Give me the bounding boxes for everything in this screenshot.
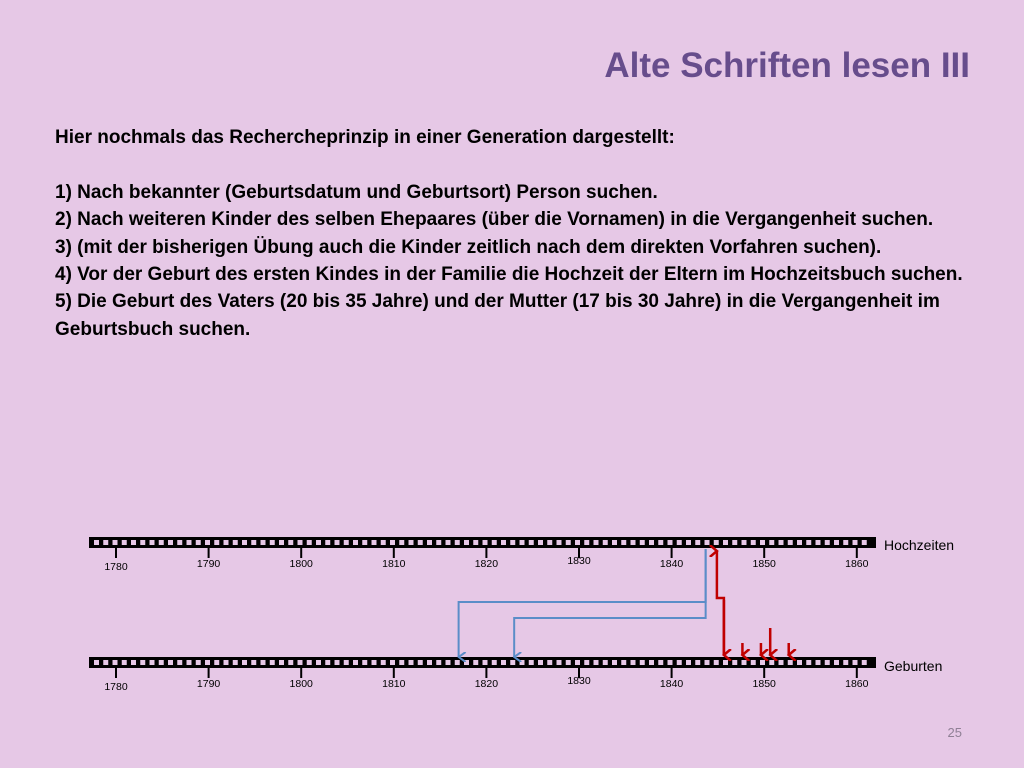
film-strip-hole [843,660,848,665]
film-strip-hole [224,660,229,665]
film-strip-hole [446,660,451,665]
film-strip-hole [455,660,460,665]
film-strip-hole [390,660,395,665]
film-strip-hole [288,540,293,545]
film-strip-hole [279,540,284,545]
film-strip-hole [705,660,710,665]
film-strip-hole [575,540,580,545]
film-strip-hole [594,540,599,545]
film-strip-hole [853,540,858,545]
film-strip-hole [279,660,284,665]
film-strip-hole [723,660,728,665]
film-strip-hole [103,660,108,665]
film-strip-hole [372,540,377,545]
film-strip-hole [177,540,182,545]
film-strip-hole [233,540,238,545]
film-strip-hole [529,540,534,545]
film-strip-hole [251,540,256,545]
timeline-hochzeiten [89,537,876,573]
film-strip-hole [455,540,460,545]
film-strip-hole [261,540,266,545]
film-strip-hole [205,540,210,545]
film-strip-hole [732,540,737,545]
year-label: 1830 [567,555,591,567]
film-strip-hole [760,540,765,545]
film-strip-hole [483,660,488,665]
film-strip-hole [788,540,793,545]
year-label: 1800 [289,678,313,690]
film-strip-hole [214,540,219,545]
film-strip-hole [631,540,636,545]
timeline-geburten [89,657,876,693]
film-strip-hole [122,660,127,665]
film-strip-hole [658,540,663,545]
film-strip-hole [159,540,164,545]
film-strip-hole [520,660,525,665]
film-strip-hole [113,660,118,665]
film-strip-hole [668,540,673,545]
film-strip-hole [788,660,793,665]
film-strip-hole [473,540,478,545]
film-strip-hole [732,660,737,665]
film-strip-hole [399,660,404,665]
film-strip-hole [436,660,441,665]
film-strip-hole [751,540,756,545]
film-strip-hole [464,660,469,665]
film-strip-hole [473,660,478,665]
film-strip-hole [594,660,599,665]
film-strip-hole [205,660,210,665]
film-strip-hole [603,660,608,665]
film-strip-hole [825,660,830,665]
year-label: 1800 [289,558,313,570]
film-strip-hole [695,660,700,665]
timeline-label-geburten: Geburten [884,658,943,674]
film-strip-hole [658,660,663,665]
film-strip-hole [113,540,118,545]
film-strip-hole [94,660,99,665]
film-strip-hole [307,540,312,545]
film-strip-hole [492,660,497,665]
film-strip-hole [566,660,571,665]
film-strip-hole [742,660,747,665]
film-strip-hole [760,660,765,665]
film-strip-hole [150,660,155,665]
film-strip-hole [834,540,839,545]
year-label: 1810 [382,558,406,570]
film-strip-hole [261,660,266,665]
film-strip-hole [520,540,525,545]
film-strip-hole [862,540,867,545]
film-strip-hole [538,540,543,545]
film-strip-hole [566,540,571,545]
film-strip-hole [686,660,691,665]
film-strip-hole [853,660,858,665]
year-label: 1850 [752,558,776,570]
film-strip-hole [381,540,386,545]
film-strip-hole [862,660,867,665]
year-label: 1860 [845,678,869,690]
film-strip-hole [233,660,238,665]
film-strip-hole [409,660,414,665]
film-strip-hole [427,660,432,665]
film-strip-hole [298,540,303,545]
film-strip-hole [631,660,636,665]
film-strip-hole [529,660,534,665]
film-strip-hole [94,540,99,545]
film-strip-hole [187,540,192,545]
film-strip-hole [816,540,821,545]
film-strip-hole [547,660,552,665]
film-strip-hole [677,660,682,665]
film-strip-hole [510,660,515,665]
film-strip-hole [834,660,839,665]
film-strip-hole [797,660,802,665]
film-strip-hole [742,540,747,545]
film-strip-hole [270,540,275,545]
film-strip-hole [649,660,654,665]
film-strip-hole [399,540,404,545]
film-strip-hole [316,660,321,665]
film-strip-hole [418,540,423,545]
step-1: 1) Nach bekannter (Geburtsdatum und Geburtsort) Person suchen. [55,181,658,203]
film-strip-hole [140,660,145,665]
film-strip-hole [843,540,848,545]
film-strip-hole [584,660,589,665]
film-strip-hole [538,660,543,665]
step-5: 5) Die Geburt des Vaters (20 bis 35 Jahre) und der Mutter (17 bis 30 Jahre) in die Vergangenheit im Geburtsbuch suchen. [55,291,940,340]
year-label: 1790 [196,678,221,690]
film-strip-hole [501,540,506,545]
film-strip-hole [353,540,358,545]
year-label: 1820 [474,678,499,690]
film-strip-hole [464,540,469,545]
film-strip-hole [362,660,367,665]
step-4: 4) Vor der Geburt des ersten Kindes in der Familie die Hochzeit der Eltern im Hochzeitsbuch suchen. [55,264,963,286]
film-strip-hole [640,660,645,665]
step-3: 3) (mit der bisherigen Übung auch die Kinder zeitlich nach dem direkten Vorfahren suchen). [55,236,882,258]
film-strip-hole [335,540,340,545]
film-strip-hole [612,540,617,545]
film-strip-hole [649,540,654,545]
film-strip-hole [298,660,303,665]
film-strip-hole [103,540,108,545]
film-strip-hole [806,540,811,545]
film-strip-hole [705,540,710,545]
film-strip-hole [797,540,802,545]
film-strip-hole [122,540,127,545]
film-strip-hole [621,660,626,665]
film-strip-hole [492,540,497,545]
film-strip-hole [131,540,136,545]
film-strip-hole [584,540,589,545]
film-strip-hole [353,660,358,665]
intro-text: Hier nochmals das Rechercheprinzip in einer Generation dargestellt: [55,127,675,148]
film-strip-hole [677,540,682,545]
film-strip-hole [140,540,145,545]
film-strip-hole [344,660,349,665]
film-strip-hole [224,540,229,545]
film-strip-hole [695,540,700,545]
film-strip-hole [769,660,774,665]
film-strip-hole [372,660,377,665]
film-strip-hole [335,660,340,665]
film-strip-hole [557,540,562,545]
film-strip-hole [390,540,395,545]
year-label: 1780 [104,681,128,693]
film-strip-hole [779,540,784,545]
film-strip-hole [288,660,293,665]
film-strip-hole [446,540,451,545]
film-strip-hole [557,660,562,665]
film-strip-hole [668,660,673,665]
film-strip-hole [362,540,367,545]
film-strip-hole [547,540,552,545]
film-strip-hole [168,660,173,665]
year-label: 1850 [752,678,776,690]
year-label: 1820 [474,558,499,570]
film-strip-hole [251,660,256,665]
film-strip-hole [187,660,192,665]
film-strip-hole [806,660,811,665]
slide-title: Alte Schriften lesen III [604,46,970,85]
film-strip-hole [603,540,608,545]
search-arrows [459,549,789,657]
film-strip-hole [714,540,719,545]
film-strip-hole [640,540,645,545]
film-strip-hole [483,540,488,545]
year-label: 1790 [196,558,221,570]
film-strip-hole [168,540,173,545]
year-label: 1780 [104,561,128,573]
film-strip-hole [270,660,275,665]
film-strip-hole [316,540,321,545]
film-strip-hole [177,660,182,665]
film-strip-hole [779,660,784,665]
film-strip-hole [769,540,774,545]
film-strip-hole [196,540,201,545]
timeline-label-hochzeiten: Hochzeiten [884,537,955,553]
film-strip-hole [344,540,349,545]
year-label: 1810 [382,678,406,690]
film-strip-hole [575,660,580,665]
film-strip-hole [214,660,219,665]
film-strip-hole [686,540,691,545]
year-label: 1830 [567,675,591,687]
film-strip-hole [242,660,247,665]
film-strip-hole [714,660,719,665]
year-label: 1840 [659,558,684,570]
film-strip-hole [825,540,830,545]
page-number: 25 [947,725,962,740]
film-strip-hole [150,540,155,545]
film-strip-hole [381,660,386,665]
film-strip-hole [307,660,312,665]
film-strip-hole [751,660,756,665]
film-strip-hole [242,540,247,545]
film-strip-hole [418,660,423,665]
year-label: 1840 [659,678,684,690]
film-strip-hole [436,540,441,545]
film-strip-hole [621,540,626,545]
year-label: 1860 [845,558,869,570]
film-strip-hole [325,540,330,545]
film-strip-hole [723,540,728,545]
film-strip-hole [427,540,432,545]
film-strip-hole [409,540,414,545]
film-strip-hole [612,660,617,665]
film-strip-hole [325,660,330,665]
step-2: 2) Nach weiteren Kinder des selben Ehepaares (über die Vornamen) in die Vergangenheit suchen. [55,209,934,231]
film-strip-hole [816,660,821,665]
film-strip-hole [501,660,506,665]
film-strip-hole [131,660,136,665]
film-strip-hole [510,540,515,545]
film-strip-hole [196,660,201,665]
film-strip-hole [159,660,164,665]
